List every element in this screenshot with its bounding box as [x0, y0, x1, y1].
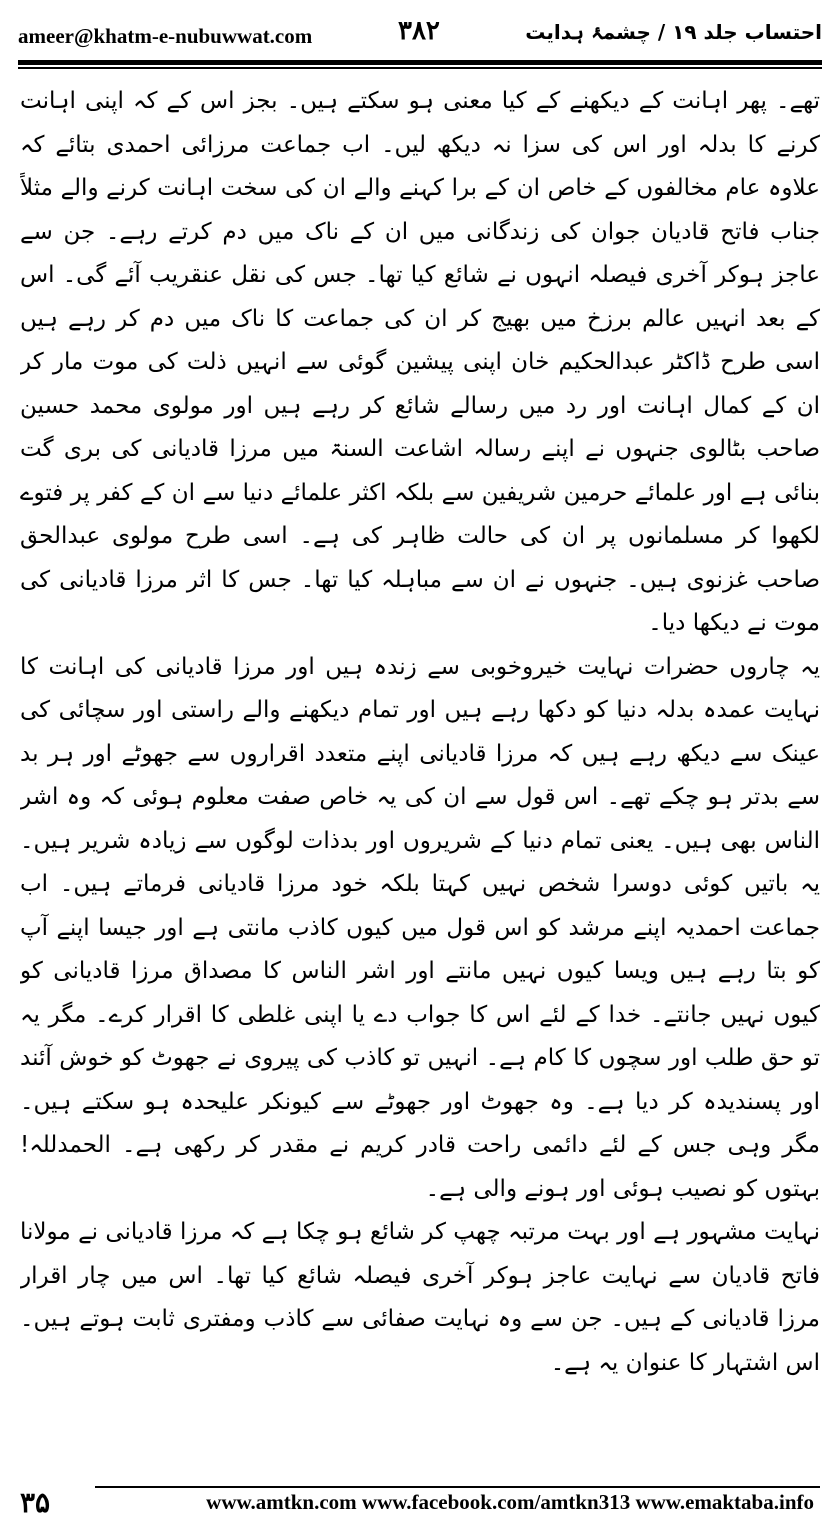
header-rule-thin	[18, 67, 822, 69]
header-page-number: ۳۸۲	[398, 16, 440, 46]
page-footer	[0, 1486, 840, 1526]
footer-links[interactable]: www.amtkn.com www.facebook.com/amtkn313 www.emaktaba.info	[200, 1488, 820, 1517]
paragraph-2: یہ چاروں حضرات نہایت خیروخوبی سے زندہ ہیں اور مرزا قادیانی کی اہانت کا نہایت عمدہ بدلہ دنیا کو دکھا رہے ہیں اور تمام دیکھنے والے راستی اور سچائی کی عینک سے دیکھ رہے ہیں کہ مرزا قادیانی اپنے متعدد اقراروں سے جھوٹے اور ہر بد سے بدتر ہو چکے تھے۔ اس قول سے ان کی یہ خاص صفت معلوم ہوئی کہ وہ اشر الناس بھی ہیں۔ یعنی تمام دنیا کے شریروں اور بدذات لوگوں سے زیادہ شریر ہیں۔ یہ باتیں کوئی دوسرا شخص نہیں کہتا بلکہ خود مرزا قادیانی فرماتے ہیں۔ اب جماعت احمدیہ اپنے مرشد کو اس قول میں کیوں کاذب مانتی ہے اور جیسا اپنے آپ کو بتا رہے ہیں ویسا کیوں نہیں مانتے اور اشر الناس کا مصداق مرزا قادیانی کو کیوں نہیں جانتے۔ خدا کے لئے اس کا جواب دے یا اپنی غلطی کا اقرار کرے۔ مگر یہ تو حق طلب اور سچوں کا کام ہے۔ انہیں تو کاذب کی پیروی نے جھوٹ کو خوش آئند اور پسندیدہ کر دیا ہے۔ وہ جھوٹ اور جھوٹے سے کیونکر علیحدہ ہو سکتے ہیں۔ مگر وہی جس کے لئے دائمی راحت قادر کریم نے مقدر کر رکھی ہے۔ الحمدللہ! بہتوں کو نصیب ہوئی اور ہونے والی ہے۔	[20, 653, 820, 1202]
footer-page-number: ۳۵	[20, 1486, 51, 1519]
paragraph-3: نہایت مشہور ہے اور بہت مرتبہ چھپ کر شائع ہو چکا ہے کہ مرزا قادیانی نے مولانا فاتح قادیان سے نہایت عاجز ہوکر آخری فیصلہ شائع کیا تھا۔ اس میں چار اقرار مرزا قادیانی کے ہیں۔ جن سے وہ نہایت صفائی سے کاذب ومفتری ثابت ہوتے ہیں۔ اس اشتہار کا عنوان یہ ہے۔	[20, 1219, 820, 1376]
header-email: ameer@khatm-e-nubuwwat.com	[18, 24, 313, 48]
header-book-title: احتساب جلد ۱۹ / چشمۂ ہدایت	[525, 20, 822, 44]
header-rule-thick	[18, 60, 822, 65]
page-header	[18, 14, 822, 54]
paragraph-1: تھے۔ پھر اہانت کے دیکھنے کے کیا معنی ہو سکتے ہیں۔ بجز اس کے کہ اپنی اہانت کرنے کا بدلہ اور اس کی سزا نہ دیکھ لیں۔ اب جماعت مرزائی احمدی بتائے کہ علاوہ عام مخالفوں کے خاص ان کے برا کہنے والے ان کی سخت اہانت کرنے والے مثلاً جناب فاتح قادیان جوان کی زندگانی میں ان کے ناک میں دم کرتے رہے۔ جن سے عاجز ہوکر آخری فیصلہ انہوں نے شائع کیا تھا۔ جس کی نقل عنقریب آئے گی۔ اس کے بعد انہیں عالم برزخ میں بھیج کر ان کی جماعت کا ناک میں دم کر رہے ہیں اسی طرح ڈاکٹر عبدالحکیم خان اپنی پیشین گوئی سے انہیں ذلت کی موت مار کر ان کے کمال اہانت اور رد میں رسالے شائع کر رہے ہیں اور مولوی محمد حسین صاحب بٹالوی جنہوں نے اپنے رسالہ اشاعت السنۃ میں مرزا قادیانی کی بری گت بنائی ہے اور علمائے حرمین شریفین سے بلکہ اکثر علمائے دنیا سے ان کے کفر پر فتوے لکھوا کر مسلمانوں پر ان کی حالت ظاہر کی ہے۔ اسی طرح مولوی عبدالحق صاحب غزنوی ہیں۔ جنہوں نے ان سے مباہلہ کیا تھا۔ جس کا اثر مرزا قادیانی کی موت نے دیکھا دیا۔	[20, 88, 820, 636]
page-body	[20, 80, 820, 1420]
